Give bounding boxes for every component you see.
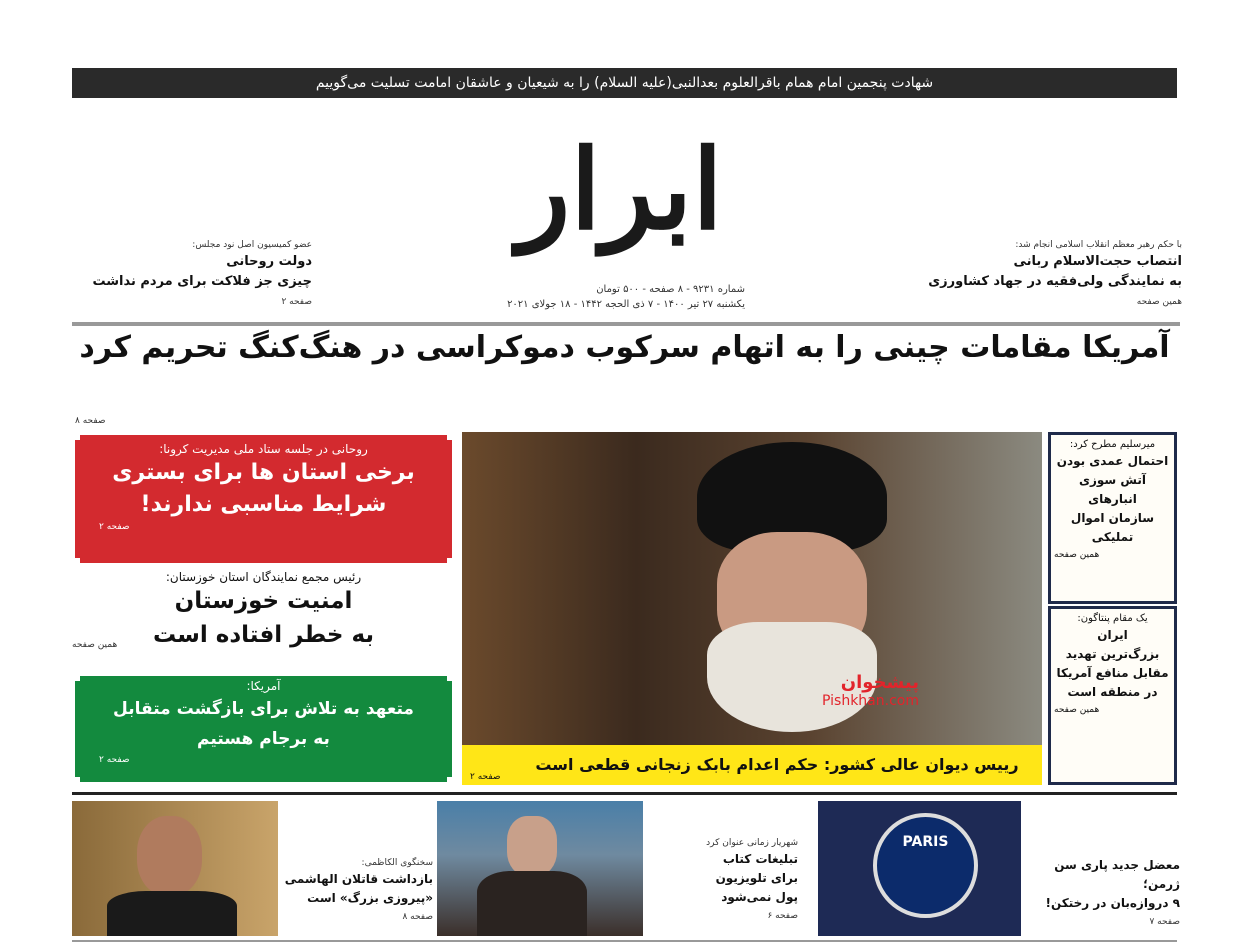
page-ref: همین صفحه xyxy=(1054,550,1100,560)
page-ref: همین صفحه xyxy=(1136,297,1182,307)
kicker: رئیس مجمع نمایندگان استان خوزستان: xyxy=(165,570,362,584)
top-banner: شهادت پنجمین امام همام باقرالعلوم بعدالنبی(علیه السلام) را به شیعیان و عاشقان امامت تسلیت می‌گوییم xyxy=(72,68,1177,98)
date-line: یکشنبه ۲۷ تیر ۱۴۰۰ - ۷ ذی الحجه ۱۴۴۲ - ۱۸ جولای ۲۰۲۱ xyxy=(507,299,745,310)
kicker: شهریار زمانی عنوان کرد xyxy=(706,838,798,848)
headline-line: احتمال عمدی بودن xyxy=(1056,454,1169,468)
page-ref: صفحه ۶ xyxy=(767,911,798,921)
page-ref: صفحه ۸ xyxy=(75,416,106,426)
headline-line: به برجام هستیم xyxy=(197,729,330,749)
headline-line: در منطقه است xyxy=(1067,685,1158,699)
teaser-line: چیزی جز فلاکت برای مردم نداشت xyxy=(92,274,312,289)
right-column-story[interactable] xyxy=(1048,432,1177,604)
teaser-line: به نمایندگی ولی‌فقیه در جهاد کشاورزی xyxy=(928,274,1182,289)
issue-line: شماره ۹۲۳۱ - ۸ صفحه - ۵۰۰ تومان xyxy=(596,284,745,295)
headline-line: به خطر افتاده است xyxy=(152,622,375,648)
page-ref: صفحه ۲ xyxy=(470,772,501,782)
headline-line: تبلیغات کتاب xyxy=(722,852,798,866)
bottom-story[interactable] xyxy=(1025,856,1180,932)
page-ref: همین صفحه xyxy=(1054,705,1100,715)
right-teaser[interactable] xyxy=(880,238,1182,312)
headline-line: «پیروزی بزرگ» است xyxy=(307,891,433,905)
headline-line: متعهد به تلاش برای بازگشت متقابل xyxy=(113,699,414,719)
watermark-url: Pishkhan.com xyxy=(822,693,919,709)
divider xyxy=(72,940,1177,942)
kicker: آمریکا: xyxy=(246,679,281,693)
bottom-story[interactable] xyxy=(648,836,798,926)
photo-caption xyxy=(462,745,1042,785)
page-ref: صفحه ۷ xyxy=(1149,917,1180,927)
headline-line: آتش سوزی انبارهای xyxy=(1079,473,1146,506)
headline-line: برخی استان ها برای بستری xyxy=(112,460,415,485)
headline-line: برای تلویزیون xyxy=(715,871,798,885)
kicker: با حکم رهبر معظم انقلاب اسلامی انجام شد: xyxy=(1015,240,1182,250)
main-headline[interactable]: آمریکا مقامات چینی را به اتهام سرکوب دموکراسی در هنگ‌کنگ تحریم کرد xyxy=(79,330,1170,365)
page-ref: صفحه ۲ xyxy=(99,755,130,765)
headline-line: مقابل منافع آمریکا xyxy=(1056,666,1169,680)
issue-info xyxy=(445,282,745,312)
headline-line: ایران xyxy=(1097,628,1128,642)
headline-line: سازمان اموال تملیکی xyxy=(1070,511,1155,544)
page-ref: صفحه ۲ xyxy=(281,297,312,307)
headline-line: بازداشت قاتلان الهاشمی xyxy=(284,872,433,886)
kicker: میرسلیم مطرح کرد: xyxy=(1069,439,1156,450)
kicker: سخنگوی الکاظمی: xyxy=(361,858,433,868)
page-ref: صفحه ۲ xyxy=(99,522,130,532)
red-box-story[interactable] xyxy=(72,432,455,566)
psg-logo: PARIS xyxy=(873,813,978,918)
masthead-logo: ابرار xyxy=(517,125,723,254)
right-column-story[interactable] xyxy=(1048,606,1177,785)
psg-photo[interactable] xyxy=(818,801,1021,936)
kicker: عضو کمیسیون اصل نود مجلس: xyxy=(192,240,312,250)
headline-line: پول نمی‌شود xyxy=(721,890,798,904)
left-teaser[interactable] xyxy=(72,238,312,312)
khuzestan-story[interactable] xyxy=(72,570,455,652)
teaser-line: دولت روحانی xyxy=(226,254,312,269)
green-box-story[interactable] xyxy=(72,673,455,785)
teaser-line: انتصاب حجت‌الاسلام ربانی xyxy=(1013,254,1182,269)
page-ref: صفحه ۸ xyxy=(402,912,433,922)
page-ref: همین صفحه xyxy=(72,640,118,650)
caption-text: رییس دیوان عالی کشور: حکم اعدام بابک زنجانی قطعی است xyxy=(535,755,1019,774)
portrait-photo[interactable] xyxy=(72,801,278,936)
headline-line: معضل جدید پاری سن ژرمن؛ xyxy=(1054,858,1180,891)
divider xyxy=(72,322,1180,326)
headline-line: امنیت خوزستان xyxy=(174,588,353,614)
speaker-photo[interactable] xyxy=(437,801,643,936)
divider xyxy=(72,792,1177,795)
headline-line: شرایط مناسبی ندارند! xyxy=(140,492,387,517)
bottom-story[interactable] xyxy=(283,856,433,927)
watermark-text: پیشخوان xyxy=(840,672,919,693)
lead-photo[interactable] xyxy=(462,432,1042,785)
headline-line: بزرگ‌ترین تهدید xyxy=(1065,647,1160,661)
headline-line: ۹ دروازه‌بان در رختکن! xyxy=(1045,896,1180,910)
kicker: یک مقام پنتاگون: xyxy=(1077,613,1148,624)
watermark xyxy=(822,672,919,709)
kicker: روحانی در جلسه ستاد ملی مدیریت کرونا: xyxy=(159,442,368,456)
